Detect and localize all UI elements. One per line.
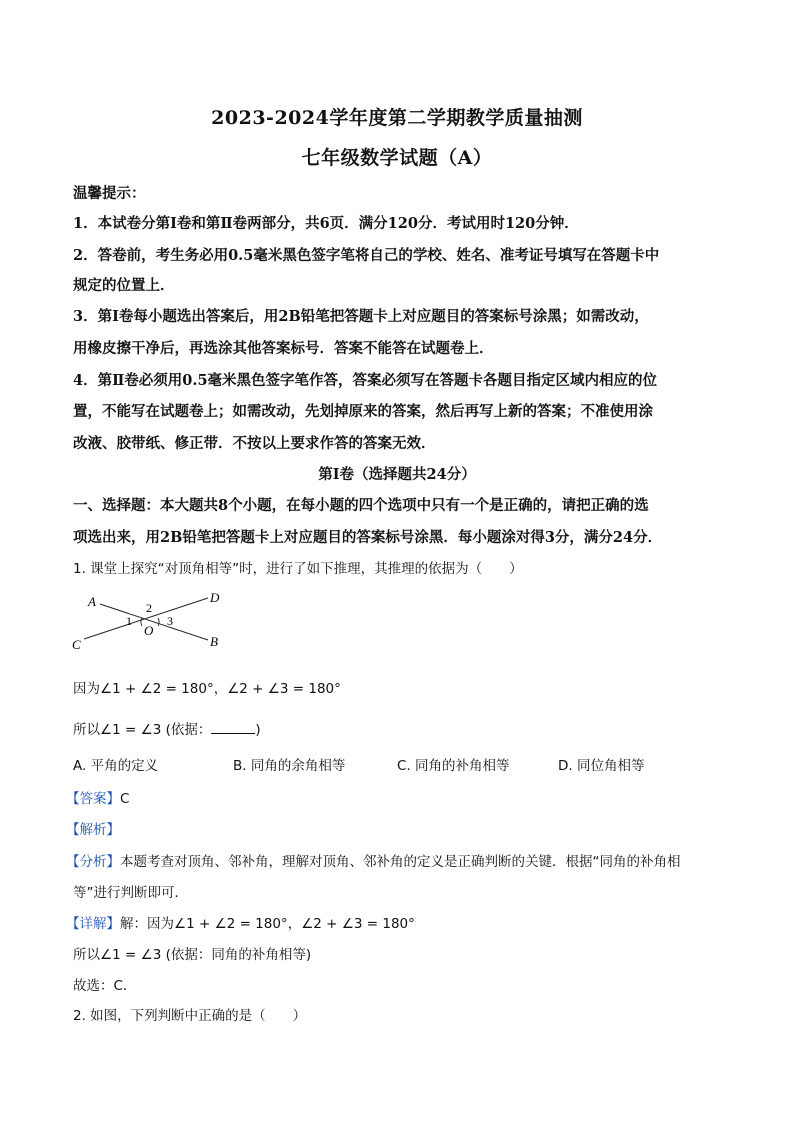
detail-tag: 【详解】 [66, 916, 120, 932]
therefore-suffix: ) [255, 722, 261, 738]
option-a: A. 平角的定义 [73, 758, 159, 774]
label-angle-3: 3 [167, 614, 173, 628]
option-b: B. 同角的余角相等 [233, 758, 346, 774]
therefore-prefix: 所以∠1 = ∠3 (依据： [73, 722, 212, 738]
question-1-because: 因为∠1 + ∠2 = 180°，∠2 + ∠3 = 180° [73, 681, 341, 697]
detail-text-1: 解：因为∠1 + ∠2 = 180°，∠2 + ∠3 = 180° [120, 916, 415, 932]
fenxi-text-1: 本题考查对顶角、邻补角，理解对顶角、邻补角的定义是正确判断的关键．根据“同角的补角相 [120, 854, 681, 870]
label-angle-1: 1 [126, 614, 132, 628]
detail-line-1 [66, 912, 726, 932]
notice-line-3: 规定的位置上． [73, 277, 175, 294]
intersecting-lines-diagram [70, 588, 240, 652]
label-a: A [88, 594, 96, 609]
choose-line: 故选：C． [73, 978, 137, 994]
label-o: O [144, 623, 154, 638]
angle-3-arc [158, 618, 159, 626]
notice-line-8: 改液、胶带纸、修正带．不按以上要求作答的答案无效． [73, 435, 436, 452]
notice-line-1: 1．本试卷分第Ⅰ卷和第Ⅱ卷两部分，共6页．满分120分．考试用时120分钟． [73, 215, 579, 232]
question-1-therefore [73, 718, 733, 738]
analysis-tag: 【解析】 [66, 822, 120, 838]
label-d: D [210, 590, 220, 605]
notice-line-7: 置，不能写在试题卷上；如需改动，先划掉原来的答案，然后再写上新的答案；不准使用涂 [73, 403, 653, 420]
notice-line-4: 3．第Ⅰ卷每小题选出答案后，用2B铅笔把答题卡上对应题目的答案标号涂黑；如需改动， [73, 308, 649, 325]
line-ab [100, 604, 208, 640]
option-c: C. 同角的补角相等 [397, 758, 510, 774]
label-angle-2: 2 [146, 601, 152, 615]
label-b: B [210, 634, 218, 649]
detail-line-2: 所以∠1 = ∠3 (依据：同角的补角相等) [73, 947, 312, 963]
option-d: D. 同位角相等 [558, 758, 645, 774]
notice-line-2: 2．答卷前，考生务必用0.5毫米黑色签字笔将自己的学校、姓名、准考证号填写在答题卡中 [73, 247, 660, 264]
exam-subtitle: 七年级数学试题（A） [301, 147, 493, 169]
answer-blank [211, 721, 255, 734]
question-1-stem: 1. 课堂上探究“对顶角相等”时，进行了如下推理，其推理的依据为（ ） [73, 561, 523, 577]
intersecting-lines-figure [70, 588, 240, 652]
exam-title: 2023-2024学年度第二学期教学质量抽测 [211, 107, 583, 129]
section-instructions-2: 项选出来，用2B铅笔把答题卡上对应题目的答案标号涂黑．每小题涂对得3分，满分24分． [73, 529, 663, 546]
notice-line-6: 4．第Ⅱ卷必须用0.5毫米黑色签字笔作答，答案必须写在答题卡各题目指定区域内相应的位 [73, 372, 658, 389]
fenxi-tag: 【分析】 [66, 854, 120, 870]
angle-1-arc [141, 618, 142, 626]
fenxi-line-1 [66, 850, 726, 870]
fenxi-line-2: 等”进行判断即可． [73, 885, 188, 901]
section-instructions-1: 一、选择题：本大题共8个小题，在每小题的四个选项中只有一个是正确的，请把正确的选 [73, 497, 649, 514]
label-c: C [72, 637, 81, 652]
question-2-stem: 2. 如图，下列判断中正确的是（ ） [73, 1008, 307, 1024]
notice-heading: 温馨提示： [73, 185, 146, 202]
answer-tag: 【答案】 [66, 791, 120, 807]
answer-line [66, 787, 726, 807]
answer-value: C [120, 791, 130, 807]
notice-line-5: 用橡皮擦干净后，再选涂其他答案标号．答案不能答在试题卷上． [73, 340, 494, 357]
section-heading: 第Ⅰ卷（选择题共24分） [318, 466, 476, 483]
